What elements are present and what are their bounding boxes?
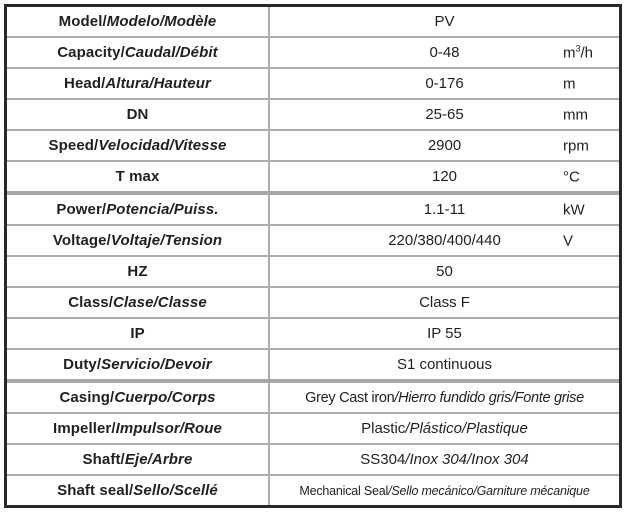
row-value xyxy=(429,44,459,61)
row-label-translations: Altura/Hauteur xyxy=(105,75,211,92)
row-label-cell xyxy=(7,319,270,348)
row-value xyxy=(425,75,463,92)
row-unit: V xyxy=(563,232,574,249)
table-row xyxy=(7,286,619,317)
row-label-cell xyxy=(7,162,270,191)
row-label-translations: Servicio/Devoir xyxy=(101,356,212,373)
row-value xyxy=(397,356,492,373)
row-label-cell xyxy=(7,445,270,474)
row-unit: °C xyxy=(563,168,580,185)
row-value-translations: /Inox 304/Inox 304 xyxy=(405,451,529,468)
table-row xyxy=(7,317,619,348)
row-value xyxy=(428,137,461,154)
row-value-translations: /Plástico/Plastique xyxy=(405,420,528,437)
row-label-english: DN xyxy=(126,106,149,123)
table-row xyxy=(7,224,619,255)
row-label-english: T max xyxy=(115,168,160,185)
row-value xyxy=(419,294,470,311)
row-label-cell xyxy=(7,476,270,505)
row-value xyxy=(427,325,462,342)
row-label-english: Head/ xyxy=(64,75,106,92)
row-label-english: Shaft seal/ xyxy=(57,482,134,499)
row-value xyxy=(424,201,465,218)
row-value-plain: 0-48 xyxy=(429,44,460,61)
row-label-english: Impeller/ xyxy=(53,420,116,437)
row-value-translations: /Hierro fundido gris/Fonte grise xyxy=(394,389,584,406)
table-row xyxy=(7,67,619,98)
row-value-cell xyxy=(270,7,619,36)
row-value-cell xyxy=(270,319,619,348)
row-value-plain: 25-65 xyxy=(425,106,464,123)
table-row xyxy=(7,7,619,36)
row-label-cell xyxy=(7,100,270,129)
row-value xyxy=(432,168,457,185)
row-value xyxy=(305,390,584,406)
row-label-translations: Eje/Arbre xyxy=(124,451,193,468)
row-label-cell xyxy=(7,383,270,412)
row-value-plain: 50 xyxy=(436,263,453,280)
row-label-english: Shaft/ xyxy=(82,451,125,468)
row-label-cell xyxy=(7,350,270,379)
row-unit: mm xyxy=(563,106,588,123)
row-value-plain: PV xyxy=(434,13,455,30)
row-value-plain: 120 xyxy=(431,168,458,185)
table-row xyxy=(7,129,619,160)
row-value-cell xyxy=(270,38,619,67)
row-value-cell xyxy=(270,288,619,317)
row-value-plain: 0-176 xyxy=(425,75,464,92)
row-value-cell xyxy=(270,226,619,255)
row-value-cell xyxy=(270,383,619,412)
row-value-plain: SS304 xyxy=(360,451,406,468)
row-value-cell xyxy=(270,100,619,129)
row-value xyxy=(299,484,589,498)
row-value-cell xyxy=(270,131,619,160)
row-value xyxy=(361,420,528,437)
row-value-plain: 220/380/400/440 xyxy=(388,232,501,249)
row-value xyxy=(388,232,501,249)
row-label-english: Model/ xyxy=(58,13,107,30)
row-value-plain: IP 55 xyxy=(427,325,462,342)
row-label-english: Speed/ xyxy=(48,137,99,154)
row-label-cell xyxy=(7,257,270,286)
row-value-plain: 2900 xyxy=(427,137,462,154)
row-value-cell xyxy=(270,257,619,286)
row-value-cell xyxy=(270,414,619,443)
row-label-english: Voltage/ xyxy=(52,232,111,249)
row-label-cell xyxy=(7,226,270,255)
row-label-cell xyxy=(7,38,270,67)
row-value xyxy=(434,13,454,30)
row-label-translations: Modelo/Modèle xyxy=(106,13,217,30)
row-value-plain: 1.1-11 xyxy=(423,201,466,218)
row-label-english: Capacity/ xyxy=(57,44,125,61)
row-value xyxy=(436,263,453,280)
row-value-plain: Mechanical Seal xyxy=(299,483,389,498)
table-row xyxy=(7,443,619,474)
row-value-plain: Grey Cast iron xyxy=(305,389,395,406)
row-label-cell xyxy=(7,131,270,160)
row-value-cell xyxy=(270,195,619,224)
row-unit: kW xyxy=(563,201,585,218)
row-label-translations: Clase/Classe xyxy=(113,294,207,311)
table-row xyxy=(7,98,619,129)
row-label-translations: Caudal/Débit xyxy=(124,44,218,61)
row-label-translations: Voltaje/Tension xyxy=(110,232,223,249)
row-label-english: IP xyxy=(130,325,145,342)
row-value-plain: S1 continuous xyxy=(396,356,493,373)
row-label-english: Duty/ xyxy=(63,356,102,373)
row-unit: m xyxy=(563,75,576,92)
row-label-english: Casing/ xyxy=(59,389,115,406)
row-value xyxy=(360,451,528,468)
row-value xyxy=(425,106,463,123)
row-label-translations: Sello/Scellé xyxy=(133,482,218,499)
row-label-cell xyxy=(7,414,270,443)
row-label-cell xyxy=(7,288,270,317)
row-unit: rpm xyxy=(563,137,589,154)
row-label-english: Power/ xyxy=(56,201,107,218)
row-label-translations: Impulsor/Roue xyxy=(115,420,222,437)
row-label-cell xyxy=(7,195,270,224)
row-value-cell xyxy=(270,69,619,98)
row-value-cell xyxy=(270,476,619,505)
row-value-cell xyxy=(270,350,619,379)
row-value-plain: Plastic xyxy=(361,420,406,437)
table-row xyxy=(7,191,619,224)
table-row xyxy=(7,412,619,443)
row-label-translations: Potencia/Puiss. xyxy=(106,201,219,218)
table-row xyxy=(7,474,619,505)
table-row xyxy=(7,348,619,379)
row-label-translations: Velocidad/Vitesse xyxy=(98,137,227,154)
row-unit: $m^3/h$ xyxy=(563,43,594,61)
row-label-cell xyxy=(7,69,270,98)
table-row xyxy=(7,255,619,286)
table-row xyxy=(7,36,619,67)
row-label-english: HZ xyxy=(127,263,148,280)
row-label-cell xyxy=(7,7,270,36)
spec-table xyxy=(4,4,622,508)
row-label-english: Class/ xyxy=(68,294,114,311)
row-label-translations: Cuerpo/Corps xyxy=(114,389,216,406)
row-value-translations: /Sello mecánico/Garniture mécanique xyxy=(388,483,590,498)
table-row xyxy=(7,160,619,191)
row-value-plain: Class F xyxy=(419,294,470,311)
table-row xyxy=(7,379,619,412)
row-value-cell xyxy=(270,445,619,474)
row-value-cell xyxy=(270,162,619,191)
